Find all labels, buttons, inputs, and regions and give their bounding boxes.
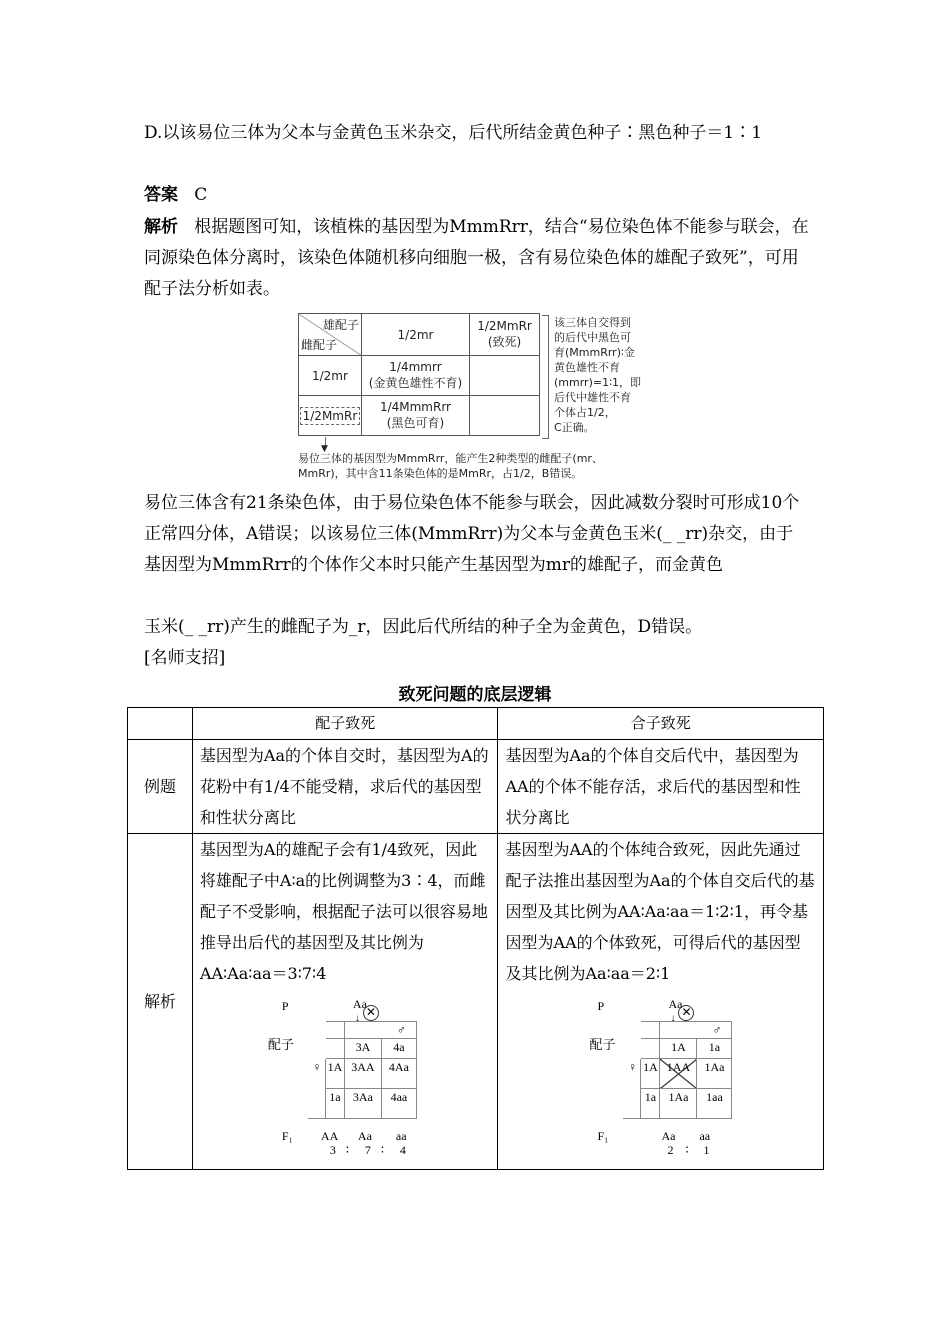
ratio-separator: ∶: [685, 1143, 689, 1157]
female-gamete-row: 1a: [325, 1089, 344, 1119]
f1-ratio: 7: [364, 1143, 371, 1157]
analysis-gamete-text: 基因型为A的雄配子会有1/4致死，因此将雄配子中A∶a的比例调整为3∶4，而雌配子不受影响，根据配子法可以很容易地推导出后代的基因型及其比例为AA∶Aa∶aa＝3∶7∶4: [199, 840, 488, 983]
offspring-cell: 4Aa: [381, 1059, 416, 1089]
analysis-zygote-text: 基因型为AA的个体纯合致死，因此先通过配子法推出基因型为Aa的个体自交后代的基因型及其比例为AA∶Aa∶aa＝1∶2∶1，再令基因型为AA的个体致死，可得后代的基因型及其比例为Aa∶aa＝2∶1: [505, 840, 815, 983]
male-gamete-col: 3A: [344, 1039, 381, 1059]
bottom-note: [298, 451, 603, 481]
male-symbol: ♂: [344, 1022, 416, 1039]
offspring-cell: 4aa: [381, 1089, 416, 1119]
f1-genotype: aa: [699, 1129, 711, 1143]
offspring-cell: 3Aa: [344, 1089, 381, 1119]
analysis-gamete: [192, 834, 498, 1170]
right-note-line: 黄色雄性不育: [554, 361, 620, 374]
parent-genotype: Aa: [352, 997, 367, 1011]
down-arrow-icon: ↓: [670, 1013, 676, 1024]
answer-line: [144, 180, 810, 211]
cell-11: [361, 356, 469, 396]
lethal-table: [127, 707, 824, 1170]
offspring-cell: 3AA: [344, 1059, 381, 1089]
analysis-zygote: [498, 834, 824, 1170]
col-header-1: 1/2mr: [361, 314, 469, 356]
corner-male-label: 雄配子: [322, 318, 359, 332]
offspring-cell: 1aa: [697, 1089, 732, 1119]
punnett-right: [505, 989, 816, 1169]
f1-ratio: 1: [703, 1143, 710, 1157]
down-arrow-icon: ↓: [354, 1013, 360, 1024]
p-label: P: [597, 999, 605, 1013]
tip-heading: [名师支招]: [144, 648, 226, 668]
col-header-2-text: 1/2MmRr: [477, 319, 532, 333]
f1-genotype: AA: [320, 1129, 339, 1143]
option-d: D.以该易位三体为父本与金黄色玉米杂交，后代所结金黄色种子∶黑色种子＝1∶1: [144, 123, 763, 143]
gamete-label: 配子: [267, 1037, 294, 1052]
row-label-example: 例题: [128, 740, 193, 834]
f1-ratio: 4: [399, 1143, 406, 1157]
cell-11-text: 1/4mmrr: [389, 360, 442, 374]
header-zygote-lethal: 合子致死: [498, 708, 824, 740]
analysis-paragraph: [144, 212, 810, 305]
header-empty: [128, 708, 193, 740]
gamete-grid: [298, 313, 540, 436]
female-symbol: ♀: [308, 1059, 325, 1119]
f1-ratio: 3: [329, 1143, 336, 1157]
female-gamete-row: 1A: [641, 1059, 660, 1089]
header-gamete-lethal: 配子致死: [192, 708, 498, 740]
row-header-2-text: 1/2MmRr: [300, 407, 361, 425]
cell-22: [470, 396, 540, 436]
analysis-label: 解析: [144, 217, 178, 237]
male-gamete-col: 1A: [660, 1039, 697, 1059]
lethal-offspring-cell: 1AA: [660, 1059, 697, 1089]
punnett-left: [200, 989, 491, 1169]
female-symbol: ♀: [624, 1059, 641, 1119]
analysis-text: 根据题图可知，该植株的基因型为MmmRrr，结合“易位染色体不能参与联会，在同源染色体分离时，该染色体随机移向细胞一极，含有易位染色体的雄配子致死”，可用配子法分析如表。: [144, 217, 809, 299]
female-gamete-row: 1a: [641, 1089, 660, 1119]
bottom-note-line: 易位三体的基因型为MmmRrr，能产生2种类型的雌配子(mr、: [298, 452, 603, 465]
f1-ratio: 2: [667, 1143, 674, 1157]
table-title: 致死问题的底层逻辑: [398, 685, 552, 705]
right-brace: [542, 315, 549, 439]
cell-11-note: (金黄色雄性不育): [368, 376, 463, 390]
cell-21: [361, 396, 469, 436]
row-header-2: [299, 396, 362, 436]
ratio-separator: ∶: [345, 1143, 350, 1157]
ratio-separator: ∶: [380, 1143, 385, 1157]
paragraph-2: 易位三体含有21条染色体，由于易位染色体不能参与联会，因此减数分裂时可形成10个正常四分体，A错误；以该易位三体(MmmRrr)为父本与金黄色玉米(_ _rr)杂交，由于基因型为MmmRrr的个体作父本时只能产生基因型为mr的雄配子，而金黄色: [144, 493, 800, 575]
row-label-analysis: 解析: [128, 834, 193, 1170]
right-note-line: 后代中雄性不育: [554, 391, 631, 404]
paragraph-3: 玉米(_ _rr)产生的雌配子为_r，因此后代所结的种子全为金黄色，D错误。: [144, 617, 703, 637]
f1-genotype: Aa: [357, 1129, 372, 1143]
male-gamete-col: 1a: [697, 1039, 732, 1059]
p-label: P: [281, 999, 289, 1013]
answer-value: C: [194, 185, 208, 205]
male-gamete-col: 4a: [381, 1039, 416, 1059]
down-arrow-icon: ▼: [321, 444, 328, 454]
offspring-cell: 1Aa: [697, 1059, 732, 1089]
right-note-line: 该三体自交得到: [554, 316, 631, 329]
right-note-line: (mmrr)=1∶1，即: [554, 376, 641, 389]
right-note-line: 个体占1/2，: [554, 406, 616, 419]
offspring-cell: 1Aa: [660, 1089, 697, 1119]
answer-label: 答案: [144, 185, 178, 205]
row-header-1: 1/2mr: [299, 356, 362, 396]
cell-21-text: 1/4MmmRrr: [379, 400, 451, 414]
self-cross-icon: ✕: [363, 1005, 379, 1021]
male-symbol: ♂: [660, 1022, 732, 1039]
gamete-label: 配子: [589, 1037, 616, 1052]
grid-corner: [299, 314, 362, 356]
example-gamete: 基因型为Aa的个体自交时，基因型为A的花粉中有1/4不能受精，求后代的基因型和性状分离比: [192, 740, 498, 834]
self-cross-icon: ✕: [678, 1005, 694, 1021]
gamete-figure: [298, 313, 668, 483]
cell-12: [470, 356, 540, 396]
right-note: [554, 315, 666, 435]
cell-21-note: (黑色可育): [386, 416, 445, 430]
parent-genotype: Aa: [668, 997, 683, 1011]
col-header-2: [470, 314, 540, 356]
right-note-line: 的后代中黑色可: [554, 331, 631, 344]
bottom-note-line: MmRr)，其中含11条染色体的是MmRr，占1/2，B错误。: [298, 467, 583, 480]
f1-label: F₁: [281, 1129, 293, 1143]
right-note-line: 育(MmmRrr)∶金: [554, 346, 635, 359]
example-zygote: 基因型为Aa的个体自交后代中，基因型为AA的个体不能存活，求后代的基因型和性状分离比: [498, 740, 824, 834]
f1-genotype: aa: [395, 1129, 407, 1143]
punnett-grid: [623, 1021, 732, 1119]
f1-genotype: Aa: [661, 1129, 676, 1143]
f1-label: F₁: [597, 1129, 609, 1143]
punnett-grid: [308, 1021, 417, 1119]
col-header-2-note: (致死): [487, 335, 522, 349]
corner-female-label: 雌配子: [301, 338, 338, 352]
right-note-line: C正确。: [554, 421, 595, 434]
female-gamete-row: 1A: [325, 1059, 344, 1089]
